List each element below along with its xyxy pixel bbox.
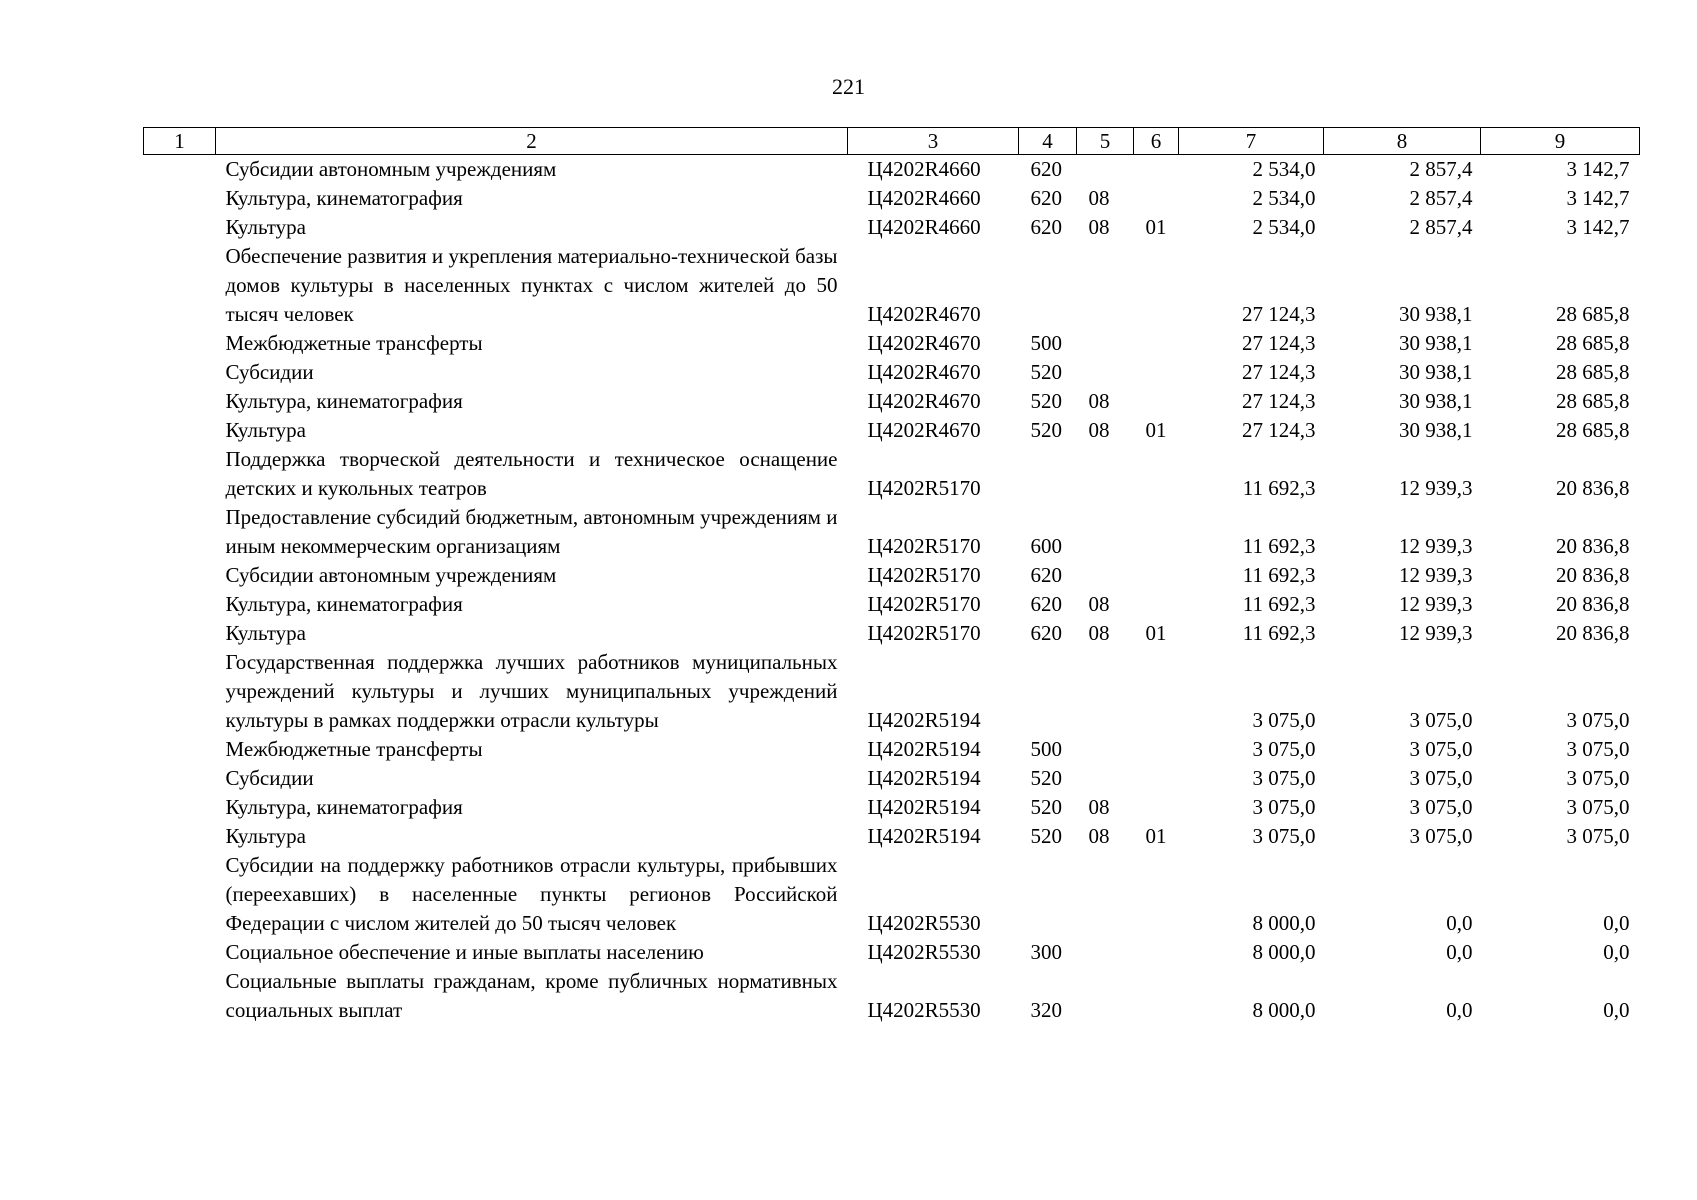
row-col4-cell: 520: [1030, 360, 1062, 384]
row-name-cell: Культура: [225, 215, 306, 239]
row-col5-cell: [1077, 358, 1134, 387]
row-value-col7-cell: 27 124,3: [1242, 360, 1316, 384]
row-col5-cell: 08: [1088, 592, 1110, 616]
row-name-cell: Культура, кинематография: [225, 592, 463, 616]
row-number-cell: [144, 184, 216, 213]
row-value-col8-cell: 12 939,3: [1399, 621, 1473, 645]
row-col6-cell: [1134, 155, 1179, 185]
column-header-4: 4: [1019, 128, 1077, 155]
row-col6-cell: 01: [1145, 418, 1167, 442]
row-value-col7-cell: 8 000,0: [1252, 911, 1316, 935]
header-row: [144, 128, 1640, 155]
row-value-col8-cell: 0,0: [1446, 998, 1473, 1022]
row-value-col9-cell: 20 836,8: [1556, 592, 1630, 616]
row-col6-cell: [1134, 735, 1179, 764]
table-row: [144, 242, 1640, 329]
table-row: [144, 184, 1640, 213]
row-value-col9-cell: 0,0: [1603, 940, 1630, 964]
row-name-cell: Обеспечение развития и укрепления материально-технической базы домов культуры в населенных пунктах с числом жителей до 50 тысяч человек: [225, 244, 838, 326]
row-col6-cell: [1134, 793, 1179, 822]
row-value-col9-cell: 20 836,8: [1556, 534, 1630, 558]
row-code-cell: Ц4202R5170: [867, 592, 981, 616]
row-number-cell: [144, 851, 216, 938]
row-number-cell: [144, 648, 216, 735]
row-col6-cell: [1134, 938, 1179, 967]
row-value-col7-cell: 3 075,0: [1252, 824, 1316, 848]
row-col5-cell: [1077, 155, 1134, 185]
row-value-col8-cell: 3 075,0: [1409, 824, 1473, 848]
row-value-col8-cell: 30 938,1: [1399, 389, 1473, 413]
row-value-col7-cell: 27 124,3: [1242, 302, 1316, 326]
row-number-cell: [144, 822, 216, 851]
row-col6-cell: [1134, 387, 1179, 416]
table-row: [144, 387, 1640, 416]
row-col4-cell: 620: [1030, 215, 1062, 239]
table-row: [144, 213, 1640, 242]
row-value-col8-cell: 30 938,1: [1399, 331, 1473, 355]
row-name-cell: Культура: [225, 621, 306, 645]
row-name-cell: Социальные выплаты гражданам, кроме публичных нормативных социальных выплат: [225, 969, 838, 1022]
table-row: [144, 938, 1640, 967]
budget-table: [143, 127, 1640, 1025]
row-number-cell: [144, 590, 216, 619]
row-value-col8-cell: 0,0: [1446, 940, 1473, 964]
row-col6-cell: [1134, 242, 1179, 329]
row-col6-cell: [1134, 851, 1179, 938]
row-code-cell: Ц4202R5170: [867, 621, 981, 645]
row-value-col8-cell: 30 938,1: [1399, 360, 1473, 384]
row-col5-cell: [1077, 242, 1134, 329]
row-value-col8-cell: 3 075,0: [1409, 795, 1473, 819]
row-col4-cell: 620: [1030, 563, 1062, 587]
column-header-8: 8: [1324, 128, 1481, 155]
row-value-col7-cell: 27 124,3: [1242, 331, 1316, 355]
row-value-col9-cell: 3 075,0: [1566, 737, 1630, 761]
row-col6-cell: 01: [1145, 215, 1167, 239]
table-header: [144, 128, 1640, 155]
table-row: [144, 967, 1640, 1025]
row-value-col9-cell: 20 836,8: [1556, 621, 1630, 645]
column-header-5: 5: [1077, 128, 1134, 155]
row-name-cell: Субсидии автономным учреждениям: [225, 563, 557, 587]
table-row: [144, 764, 1640, 793]
row-number-cell: [144, 967, 216, 1025]
row-number-cell: [144, 793, 216, 822]
row-value-col7-cell: 11 692,3: [1242, 621, 1316, 645]
row-name-cell: Культура, кинематография: [225, 795, 463, 819]
row-number-cell: [144, 735, 216, 764]
row-col5-cell: 08: [1088, 795, 1110, 819]
row-col4-cell: 520: [1030, 418, 1062, 442]
row-name-cell: Субсидии: [225, 360, 314, 384]
row-col5-cell: [1077, 648, 1134, 735]
table-row: [144, 155, 1640, 185]
row-value-col8-cell: 12 939,3: [1399, 476, 1473, 500]
row-col4-cell: [1019, 648, 1077, 735]
row-name-cell: Культура: [225, 824, 306, 848]
row-value-col8-cell: 2 857,4: [1409, 186, 1473, 210]
row-col5-cell: [1077, 503, 1134, 561]
column-header-6: 6: [1134, 128, 1179, 155]
row-name-cell: Государственная поддержка лучших работников муниципальных учреждений культуры и лучших муниципальных учреждений культуры в рамках поддержки отрасли культуры: [225, 650, 838, 732]
column-header-3: 3: [848, 128, 1019, 155]
row-value-col7-cell: 11 692,3: [1242, 534, 1316, 558]
row-col6-cell: [1134, 590, 1179, 619]
column-header-7: 7: [1179, 128, 1324, 155]
row-value-col7-cell: 11 692,3: [1242, 563, 1316, 587]
row-name-cell: Культура, кинематография: [225, 186, 463, 210]
table-row: [144, 648, 1640, 735]
row-col4-cell: 500: [1030, 331, 1062, 355]
row-value-col9-cell: 3 142,7: [1566, 215, 1630, 239]
row-code-cell: Ц4202R4670: [867, 389, 981, 413]
row-code-cell: Ц4202R4660: [867, 157, 981, 181]
row-value-col9-cell: 28 685,8: [1556, 389, 1630, 413]
row-value-col9-cell: 28 685,8: [1556, 302, 1630, 326]
row-value-col7-cell: 2 534,0: [1252, 186, 1316, 210]
table-body: [144, 155, 1640, 1026]
row-value-col8-cell: 3 075,0: [1409, 737, 1473, 761]
row-number-cell: [144, 503, 216, 561]
row-number-cell: [144, 155, 216, 185]
row-value-col8-cell: 2 857,4: [1409, 215, 1473, 239]
row-value-col9-cell: 3 142,7: [1566, 186, 1630, 210]
row-name-cell: Субсидии на поддержку работников отрасли культуры, прибывших (переехавших) в населенные пункты регионов Российской Федерации с числом жителей до 50 тысяч человек: [225, 853, 838, 935]
row-value-col8-cell: 12 939,3: [1399, 563, 1473, 587]
row-value-col7-cell: 3 075,0: [1252, 708, 1316, 732]
row-value-col9-cell: 20 836,8: [1556, 563, 1630, 587]
row-name-cell: Культура: [225, 418, 306, 442]
row-code-cell: Ц4202R4660: [867, 215, 981, 239]
row-col4-cell: 620: [1030, 621, 1062, 645]
row-number-cell: [144, 619, 216, 648]
row-col4-cell: 520: [1030, 766, 1062, 790]
row-col6-cell: [1134, 445, 1179, 503]
row-value-col9-cell: 0,0: [1603, 911, 1630, 935]
column-header-9: 9: [1481, 128, 1640, 155]
row-col4-cell: 500: [1030, 737, 1062, 761]
row-col4-cell: 520: [1030, 389, 1062, 413]
row-number-cell: [144, 764, 216, 793]
row-value-col7-cell: 8 000,0: [1252, 998, 1316, 1022]
row-number-cell: [144, 242, 216, 329]
row-col6-cell: [1134, 329, 1179, 358]
row-col5-cell: 08: [1088, 418, 1110, 442]
row-col6-cell: [1134, 358, 1179, 387]
row-col5-cell: 08: [1088, 389, 1110, 413]
row-name-cell: Культура, кинематография: [225, 389, 463, 413]
row-number-cell: [144, 213, 216, 242]
row-col5-cell: [1077, 938, 1134, 967]
row-value-col8-cell: 3 075,0: [1409, 708, 1473, 732]
row-value-col7-cell: 11 692,3: [1242, 476, 1316, 500]
row-value-col8-cell: 3 075,0: [1409, 766, 1473, 790]
row-value-col7-cell: 3 075,0: [1252, 795, 1316, 819]
row-value-col7-cell: 2 534,0: [1252, 215, 1316, 239]
row-col4-cell: [1019, 851, 1077, 938]
row-value-col8-cell: 12 939,3: [1399, 592, 1473, 616]
row-number-cell: [144, 416, 216, 445]
row-value-col9-cell: 3 075,0: [1566, 766, 1630, 790]
page-number: 221: [832, 74, 865, 99]
row-code-cell: Ц4202R4670: [867, 418, 981, 442]
row-value-col9-cell: 0,0: [1603, 998, 1630, 1022]
row-value-col9-cell: 3 075,0: [1566, 708, 1630, 732]
row-name-cell: Предоставление субсидий бюджетным, автономным учреждениям и иным некоммерческим организациям: [225, 505, 838, 558]
row-col4-cell: [1019, 242, 1077, 329]
table-row: [144, 416, 1640, 445]
row-value-col9-cell: 3 075,0: [1566, 824, 1630, 848]
row-code-cell: Ц4202R4660: [867, 186, 981, 210]
row-col5-cell: [1077, 967, 1134, 1025]
row-col5-cell: [1077, 851, 1134, 938]
row-name-cell: Субсидии автономным учреждениям: [225, 157, 557, 181]
row-col5-cell: [1077, 764, 1134, 793]
table-row: [144, 590, 1640, 619]
row-col5-cell: 08: [1088, 621, 1110, 645]
row-name-cell: Поддержка творческой деятельности и техническое оснащение детских и кукольных театров: [225, 447, 838, 500]
table-row: [144, 329, 1640, 358]
row-col6-cell: [1134, 764, 1179, 793]
row-value-col7-cell: 11 692,3: [1242, 592, 1316, 616]
row-name-cell: Субсидии: [225, 766, 314, 790]
row-code-cell: Ц4202R4670: [867, 302, 981, 326]
row-col4-cell: 520: [1030, 795, 1062, 819]
row-name-cell: Межбюджетные трансферты: [225, 737, 483, 761]
table-row: [144, 735, 1640, 764]
row-value-col9-cell: 28 685,8: [1556, 418, 1630, 442]
table-row: [144, 445, 1640, 503]
row-number-cell: [144, 387, 216, 416]
table-row: [144, 503, 1640, 561]
row-value-col8-cell: 30 938,1: [1399, 302, 1473, 326]
row-col5-cell: 08: [1088, 186, 1110, 210]
row-col5-cell: 08: [1088, 215, 1110, 239]
row-value-col9-cell: 28 685,8: [1556, 360, 1630, 384]
row-col4-cell: 300: [1030, 940, 1062, 964]
row-value-col7-cell: 3 075,0: [1252, 766, 1316, 790]
table-row: [144, 619, 1640, 648]
row-name-cell: Социальное обеспечение и иные выплаты населению: [225, 940, 704, 964]
table-row: [144, 358, 1640, 387]
row-col6-cell: [1134, 503, 1179, 561]
row-number-cell: [144, 358, 216, 387]
row-value-col9-cell: 3 075,0: [1566, 795, 1630, 819]
row-value-col7-cell: 8 000,0: [1252, 940, 1316, 964]
row-value-col7-cell: 3 075,0: [1252, 737, 1316, 761]
row-code-cell: Ц4202R5530: [867, 911, 981, 935]
row-code-cell: Ц4202R5530: [867, 940, 981, 964]
row-col4-cell: [1019, 445, 1077, 503]
row-number-cell: [144, 329, 216, 358]
row-code-cell: Ц4202R4670: [867, 360, 981, 384]
row-value-col8-cell: 30 938,1: [1399, 418, 1473, 442]
row-value-col9-cell: 3 142,7: [1566, 157, 1630, 181]
row-value-col7-cell: 27 124,3: [1242, 418, 1316, 442]
row-col5-cell: [1077, 561, 1134, 590]
row-value-col8-cell: 2 857,4: [1409, 157, 1473, 181]
row-col6-cell: [1134, 648, 1179, 735]
row-code-cell: Ц4202R5170: [867, 534, 981, 558]
row-code-cell: Ц4202R5194: [867, 737, 981, 761]
row-col4-cell: 320: [1030, 998, 1062, 1022]
row-code-cell: Ц4202R5170: [867, 563, 981, 587]
table-row: [144, 822, 1640, 851]
table-row: [144, 561, 1640, 590]
row-value-col7-cell: 27 124,3: [1242, 389, 1316, 413]
row-col6-cell: [1134, 967, 1179, 1025]
row-code-cell: Ц4202R4670: [867, 331, 981, 355]
row-code-cell: Ц4202R5170: [867, 476, 981, 500]
row-col4-cell: 620: [1030, 186, 1062, 210]
row-code-cell: Ц4202R5530: [867, 998, 981, 1022]
row-col4-cell: 620: [1030, 157, 1062, 181]
row-col5-cell: [1077, 445, 1134, 503]
table-row: [144, 793, 1640, 822]
row-col4-cell: 600: [1030, 534, 1062, 558]
row-code-cell: Ц4202R5194: [867, 795, 981, 819]
row-col5-cell: [1077, 329, 1134, 358]
row-name-cell: Межбюджетные трансферты: [225, 331, 483, 355]
row-value-col8-cell: 12 939,3: [1399, 534, 1473, 558]
row-col6-cell: 01: [1145, 621, 1167, 645]
row-col6-cell: [1134, 184, 1179, 213]
row-col5-cell: [1077, 735, 1134, 764]
row-col6-cell: 01: [1145, 824, 1167, 848]
row-col6-cell: [1134, 561, 1179, 590]
row-value-col9-cell: 20 836,8: [1556, 476, 1630, 500]
row-number-cell: [144, 445, 216, 503]
row-col5-cell: 08: [1088, 824, 1110, 848]
row-code-cell: Ц4202R5194: [867, 766, 981, 790]
row-code-cell: Ц4202R5194: [867, 824, 981, 848]
row-col4-cell: 520: [1030, 824, 1062, 848]
column-header-1: 1: [144, 128, 216, 155]
column-header-2: 2: [216, 128, 848, 155]
row-value-col8-cell: 0,0: [1446, 911, 1473, 935]
table-row: [144, 851, 1640, 938]
row-code-cell: Ц4202R5194: [867, 708, 981, 732]
row-number-cell: [144, 938, 216, 967]
row-value-col7-cell: 2 534,0: [1252, 157, 1316, 181]
row-number-cell: [144, 561, 216, 590]
row-value-col9-cell: 28 685,8: [1556, 331, 1630, 355]
row-col4-cell: 620: [1030, 592, 1062, 616]
